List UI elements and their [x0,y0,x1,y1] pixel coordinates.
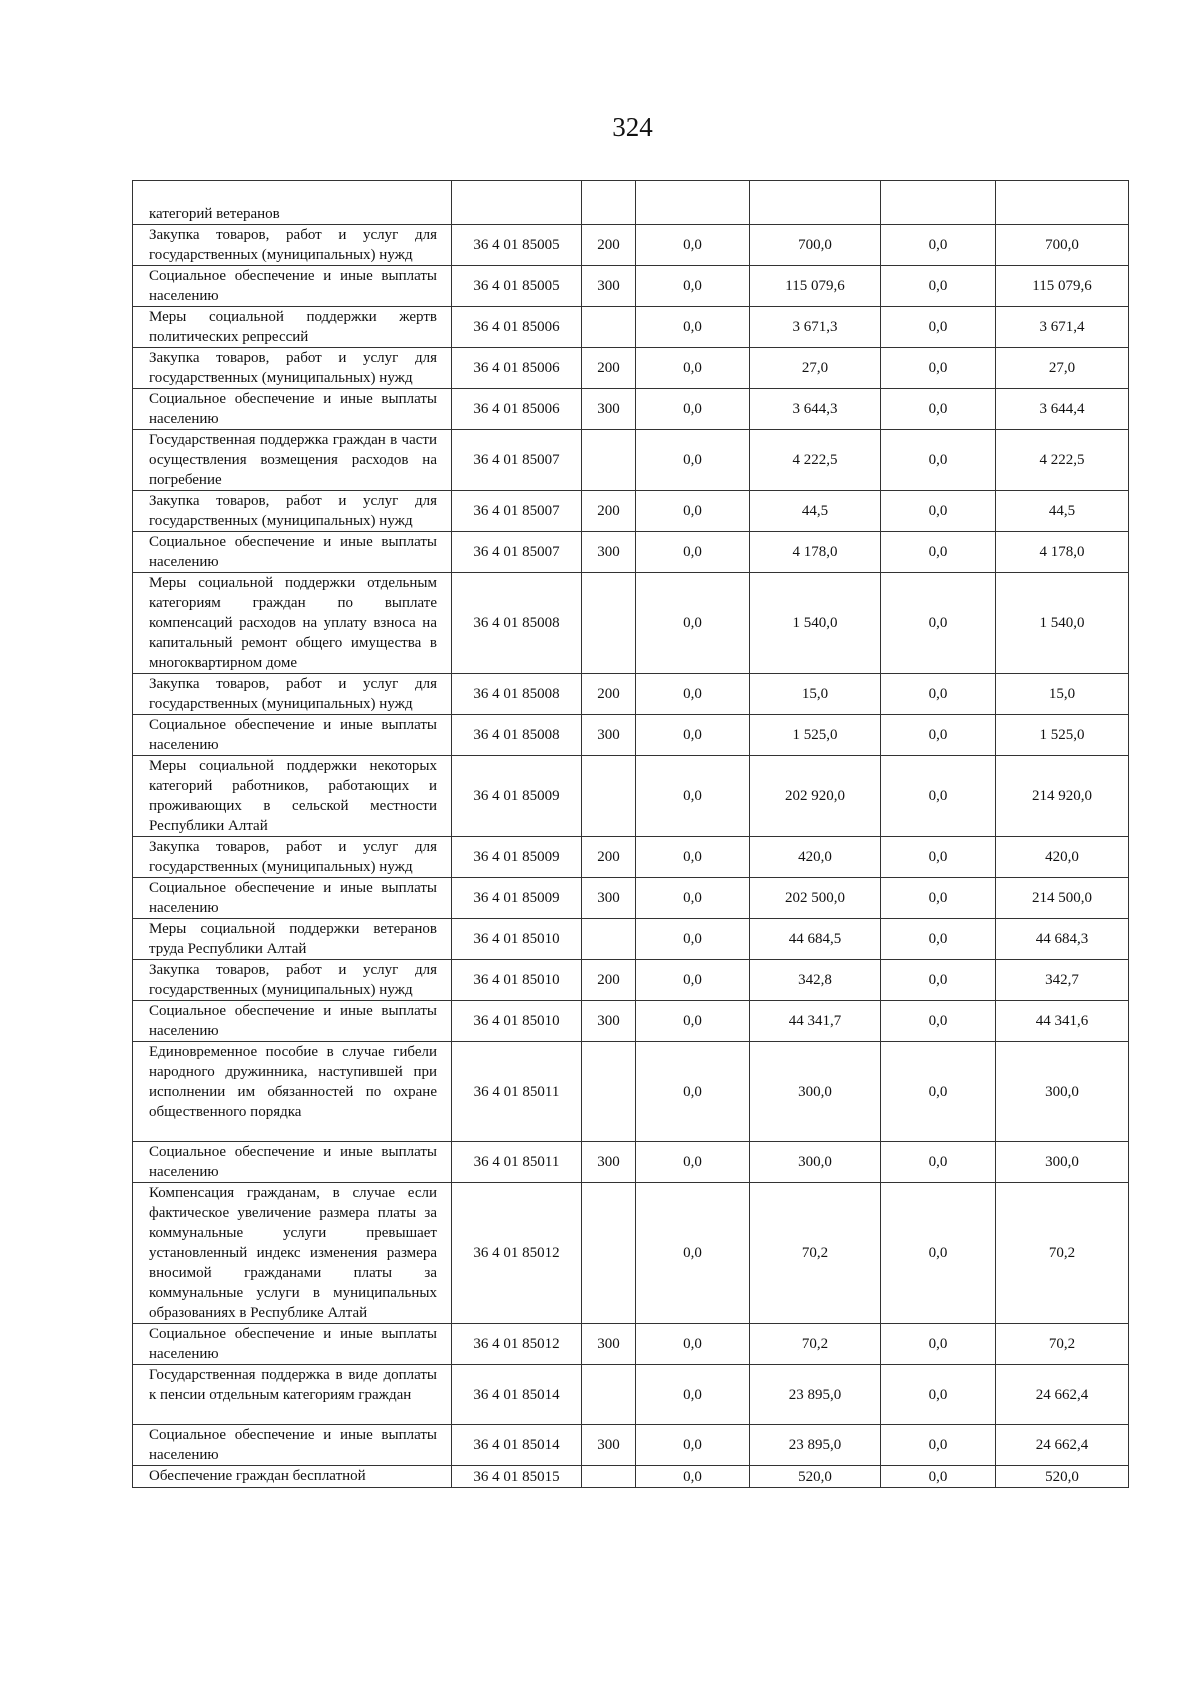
row-code: 36 4 01 85015 [452,1466,582,1488]
row-name: Единовременное пособие в случае гибели народного дружинника, наступившей при исполнении им обязанностей по охране общественного порядка [133,1042,452,1142]
row-expense-type: 200 [582,491,636,532]
row-value-4 [996,181,1129,225]
row-code: 36 4 01 85006 [452,307,582,348]
row-value-3: 0,0 [881,837,996,878]
row-value-3: 0,0 [881,307,996,348]
row-value-2 [750,181,881,225]
row-value-2: 202 920,0 [750,756,881,837]
row-code: 36 4 01 85008 [452,715,582,756]
row-value-3: 0,0 [881,878,996,919]
row-name: Закупка товаров, работ и услуг для государственных (муниципальных) нужд [133,837,452,878]
row-expense-type: 300 [582,715,636,756]
row-name: Обеспечение граждан бесплатной [133,1466,452,1488]
row-code: 36 4 01 85008 [452,674,582,715]
row-value-4: 300,0 [996,1142,1129,1183]
row-expense-type [582,1365,636,1425]
row-code: 36 4 01 85011 [452,1142,582,1183]
row-name: Закупка товаров, работ и услуг для государственных (муниципальных) нужд [133,491,452,532]
row-value-1: 0,0 [636,1365,750,1425]
row-name: Социальное обеспечение и иные выплаты населению [133,1001,452,1042]
row-value-2: 23 895,0 [750,1365,881,1425]
row-name: Государственная поддержка в виде доплаты к пенсии отдельным категориям граждан [133,1365,452,1425]
row-code: 36 4 01 85011 [452,1042,582,1142]
row-code: 36 4 01 85009 [452,756,582,837]
row-expense-type [582,573,636,674]
row-value-3: 0,0 [881,1142,996,1183]
row-value-4: 15,0 [996,674,1129,715]
row-value-1: 0,0 [636,837,750,878]
row-name: Социальное обеспечение и иные выплаты населению [133,532,452,573]
row-value-3: 0,0 [881,1324,996,1365]
row-value-1: 0,0 [636,532,750,573]
row-value-1: 0,0 [636,225,750,266]
row-value-4: 1 540,0 [996,573,1129,674]
row-value-4: 4 222,5 [996,430,1129,491]
row-value-2: 3 644,3 [750,389,881,430]
table-body [133,181,1129,1488]
row-name: Государственная поддержка граждан в части осуществления возмещения расходов на погребение [133,430,452,491]
row-value-4: 70,2 [996,1324,1129,1365]
row-name: Закупка товаров, работ и услуг для государственных (муниципальных) нужд [133,960,452,1001]
row-value-1: 0,0 [636,878,750,919]
row-value-1: 0,0 [636,1183,750,1324]
row-value-1: 0,0 [636,1324,750,1365]
row-value-1: 0,0 [636,756,750,837]
row-name: Закупка товаров, работ и услуг для государственных (муниципальных) нужд [133,348,452,389]
row-value-1: 0,0 [636,389,750,430]
row-value-1: 0,0 [636,1466,750,1488]
row-value-2: 15,0 [750,674,881,715]
row-value-1: 0,0 [636,573,750,674]
row-value-3: 0,0 [881,960,996,1001]
row-value-4: 24 662,4 [996,1425,1129,1466]
row-value-4: 44 341,6 [996,1001,1129,1042]
row-name: Меры социальной поддержки отдельным категориям граждан по выплате компенсаций расходов на уплату взноса на капитальный ремонт общего имущества в многоквартирном доме [133,573,452,674]
row-code: 36 4 01 85010 [452,919,582,960]
row-value-4: 44 684,3 [996,919,1129,960]
row-code: 36 4 01 85005 [452,225,582,266]
table-row [133,674,1129,715]
row-value-1: 0,0 [636,715,750,756]
row-value-3: 0,0 [881,430,996,491]
row-expense-type: 300 [582,532,636,573]
row-code: 36 4 01 85006 [452,389,582,430]
row-value-2: 202 500,0 [750,878,881,919]
table-row [133,181,1129,225]
row-name: Социальное обеспечение и иные выплаты населению [133,715,452,756]
row-name: Закупка товаров, работ и услуг для государственных (муниципальных) нужд [133,225,452,266]
table-row [133,1183,1129,1324]
row-name: Компенсация гражданам, в случае если фактическое увеличение размера платы за коммунальные услуги превышает установленный индекс изменения размера вносимой гражданами платы за коммунальные услуги в муниципальных образованиях в Республике Алтай [133,1183,452,1324]
row-value-1: 0,0 [636,1142,750,1183]
row-code: 36 4 01 85009 [452,878,582,919]
table-row [133,919,1129,960]
budget-table [132,180,1129,1488]
table-row [133,1042,1129,1142]
table-row [133,389,1129,430]
row-expense-type: 300 [582,1142,636,1183]
row-value-4: 300,0 [996,1042,1129,1142]
row-code: 36 4 01 85014 [452,1425,582,1466]
row-value-4: 115 079,6 [996,266,1129,307]
row-value-1: 0,0 [636,491,750,532]
row-value-4: 4 178,0 [996,532,1129,573]
row-code: 36 4 01 85007 [452,430,582,491]
row-value-4: 1 525,0 [996,715,1129,756]
row-value-2: 4 178,0 [750,532,881,573]
table-row [133,1466,1129,1488]
row-value-1: 0,0 [636,960,750,1001]
row-value-4: 214 500,0 [996,878,1129,919]
row-expense-type: 300 [582,266,636,307]
row-expense-type: 200 [582,674,636,715]
row-value-1: 0,0 [636,1001,750,1042]
row-value-4: 214 920,0 [996,756,1129,837]
row-value-2: 300,0 [750,1142,881,1183]
table-row [133,715,1129,756]
row-value-4: 27,0 [996,348,1129,389]
row-code: 36 4 01 85005 [452,266,582,307]
row-value-1: 0,0 [636,674,750,715]
row-expense-type [582,181,636,225]
row-expense-type [582,1042,636,1142]
row-expense-type: 200 [582,348,636,389]
row-code: 36 4 01 85014 [452,1365,582,1425]
table-row [133,573,1129,674]
row-value-2: 1 525,0 [750,715,881,756]
row-value-2: 44 684,5 [750,919,881,960]
row-code: 36 4 01 85006 [452,348,582,389]
row-value-3: 0,0 [881,1042,996,1142]
row-value-3: 0,0 [881,1466,996,1488]
row-value-3: 0,0 [881,1425,996,1466]
row-name: Социальное обеспечение и иные выплаты населению [133,878,452,919]
row-value-4: 520,0 [996,1466,1129,1488]
row-value-2: 1 540,0 [750,573,881,674]
row-value-2: 420,0 [750,837,881,878]
row-value-3: 0,0 [881,919,996,960]
table-row [133,266,1129,307]
row-value-4: 342,7 [996,960,1129,1001]
row-value-1: 0,0 [636,307,750,348]
table-row [133,348,1129,389]
row-value-2: 23 895,0 [750,1425,881,1466]
table-row [133,1001,1129,1042]
row-value-2: 27,0 [750,348,881,389]
page-number: 324 [612,112,653,142]
row-name: Меры социальной поддержки ветеранов труда Республики Алтай [133,919,452,960]
row-value-4: 24 662,4 [996,1365,1129,1425]
row-code: 36 4 01 85012 [452,1324,582,1365]
row-value-3: 0,0 [881,266,996,307]
table-row [133,532,1129,573]
table-row [133,307,1129,348]
row-value-3: 0,0 [881,532,996,573]
table-row [133,960,1129,1001]
row-code: 36 4 01 85010 [452,960,582,1001]
row-expense-type [582,756,636,837]
row-value-2: 342,8 [750,960,881,1001]
row-name: категорий ветеранов [133,181,452,225]
table-row [133,1365,1129,1425]
row-value-2: 70,2 [750,1324,881,1365]
row-expense-type: 300 [582,1425,636,1466]
table-row [133,430,1129,491]
table-row [133,837,1129,878]
row-expense-type: 300 [582,878,636,919]
row-value-1: 0,0 [636,1425,750,1466]
row-expense-type [582,307,636,348]
row-value-1: 0,0 [636,430,750,491]
row-value-3: 0,0 [881,389,996,430]
row-expense-type: 200 [582,837,636,878]
row-code: 36 4 01 85007 [452,532,582,573]
row-value-3: 0,0 [881,1183,996,1324]
row-name: Социальное обеспечение и иные выплаты населению [133,266,452,307]
row-value-2: 44,5 [750,491,881,532]
table-row [133,1425,1129,1466]
row-value-4: 700,0 [996,225,1129,266]
row-value-4: 44,5 [996,491,1129,532]
row-value-2: 44 341,7 [750,1001,881,1042]
row-value-3: 0,0 [881,715,996,756]
row-value-3: 0,0 [881,674,996,715]
row-code: 36 4 01 85009 [452,837,582,878]
row-expense-type [582,1183,636,1324]
table-row [133,491,1129,532]
table-row [133,878,1129,919]
row-value-2: 700,0 [750,225,881,266]
row-value-2: 520,0 [750,1466,881,1488]
row-value-3: 0,0 [881,573,996,674]
row-value-2: 300,0 [750,1042,881,1142]
row-value-4: 3 644,4 [996,389,1129,430]
row-value-2: 70,2 [750,1183,881,1324]
table-row [133,225,1129,266]
row-value-1: 0,0 [636,919,750,960]
row-code [452,181,582,225]
row-value-1: 0,0 [636,266,750,307]
row-value-2: 4 222,5 [750,430,881,491]
row-name: Меры социальной поддержки некоторых категорий работников, работающих и проживающих в сельской местности Республики Алтай [133,756,452,837]
row-value-3: 0,0 [881,756,996,837]
row-value-2: 115 079,6 [750,266,881,307]
row-code: 36 4 01 85012 [452,1183,582,1324]
row-value-3 [881,181,996,225]
row-value-3: 0,0 [881,1365,996,1425]
row-value-3: 0,0 [881,348,996,389]
table-row [133,756,1129,837]
row-name: Социальное обеспечение и иные выплаты населению [133,1425,452,1466]
row-name: Закупка товаров, работ и услуг для государственных (муниципальных) нужд [133,674,452,715]
table-row [133,1142,1129,1183]
row-expense-type [582,919,636,960]
row-expense-type [582,1466,636,1488]
row-value-2: 3 671,3 [750,307,881,348]
row-value-4: 3 671,4 [996,307,1129,348]
row-value-1: 0,0 [636,348,750,389]
row-name: Социальное обеспечение и иные выплаты населению [133,389,452,430]
row-code: 36 4 01 85007 [452,491,582,532]
row-value-3: 0,0 [881,1001,996,1042]
row-expense-type: 300 [582,389,636,430]
row-value-1 [636,181,750,225]
row-expense-type: 300 [582,1324,636,1365]
row-code: 36 4 01 85008 [452,573,582,674]
row-value-3: 0,0 [881,491,996,532]
row-value-3: 0,0 [881,225,996,266]
row-expense-type: 200 [582,225,636,266]
row-value-4: 420,0 [996,837,1129,878]
row-value-1: 0,0 [636,1042,750,1142]
row-name: Социальное обеспечение и иные выплаты населению [133,1324,452,1365]
row-name: Социальное обеспечение и иные выплаты населению [133,1142,452,1183]
row-code: 36 4 01 85010 [452,1001,582,1042]
row-expense-type: 300 [582,1001,636,1042]
row-expense-type: 200 [582,960,636,1001]
row-name: Меры социальной поддержки жертв политических репрессий [133,307,452,348]
table-row [133,1324,1129,1365]
row-expense-type [582,430,636,491]
row-value-4: 70,2 [996,1183,1129,1324]
